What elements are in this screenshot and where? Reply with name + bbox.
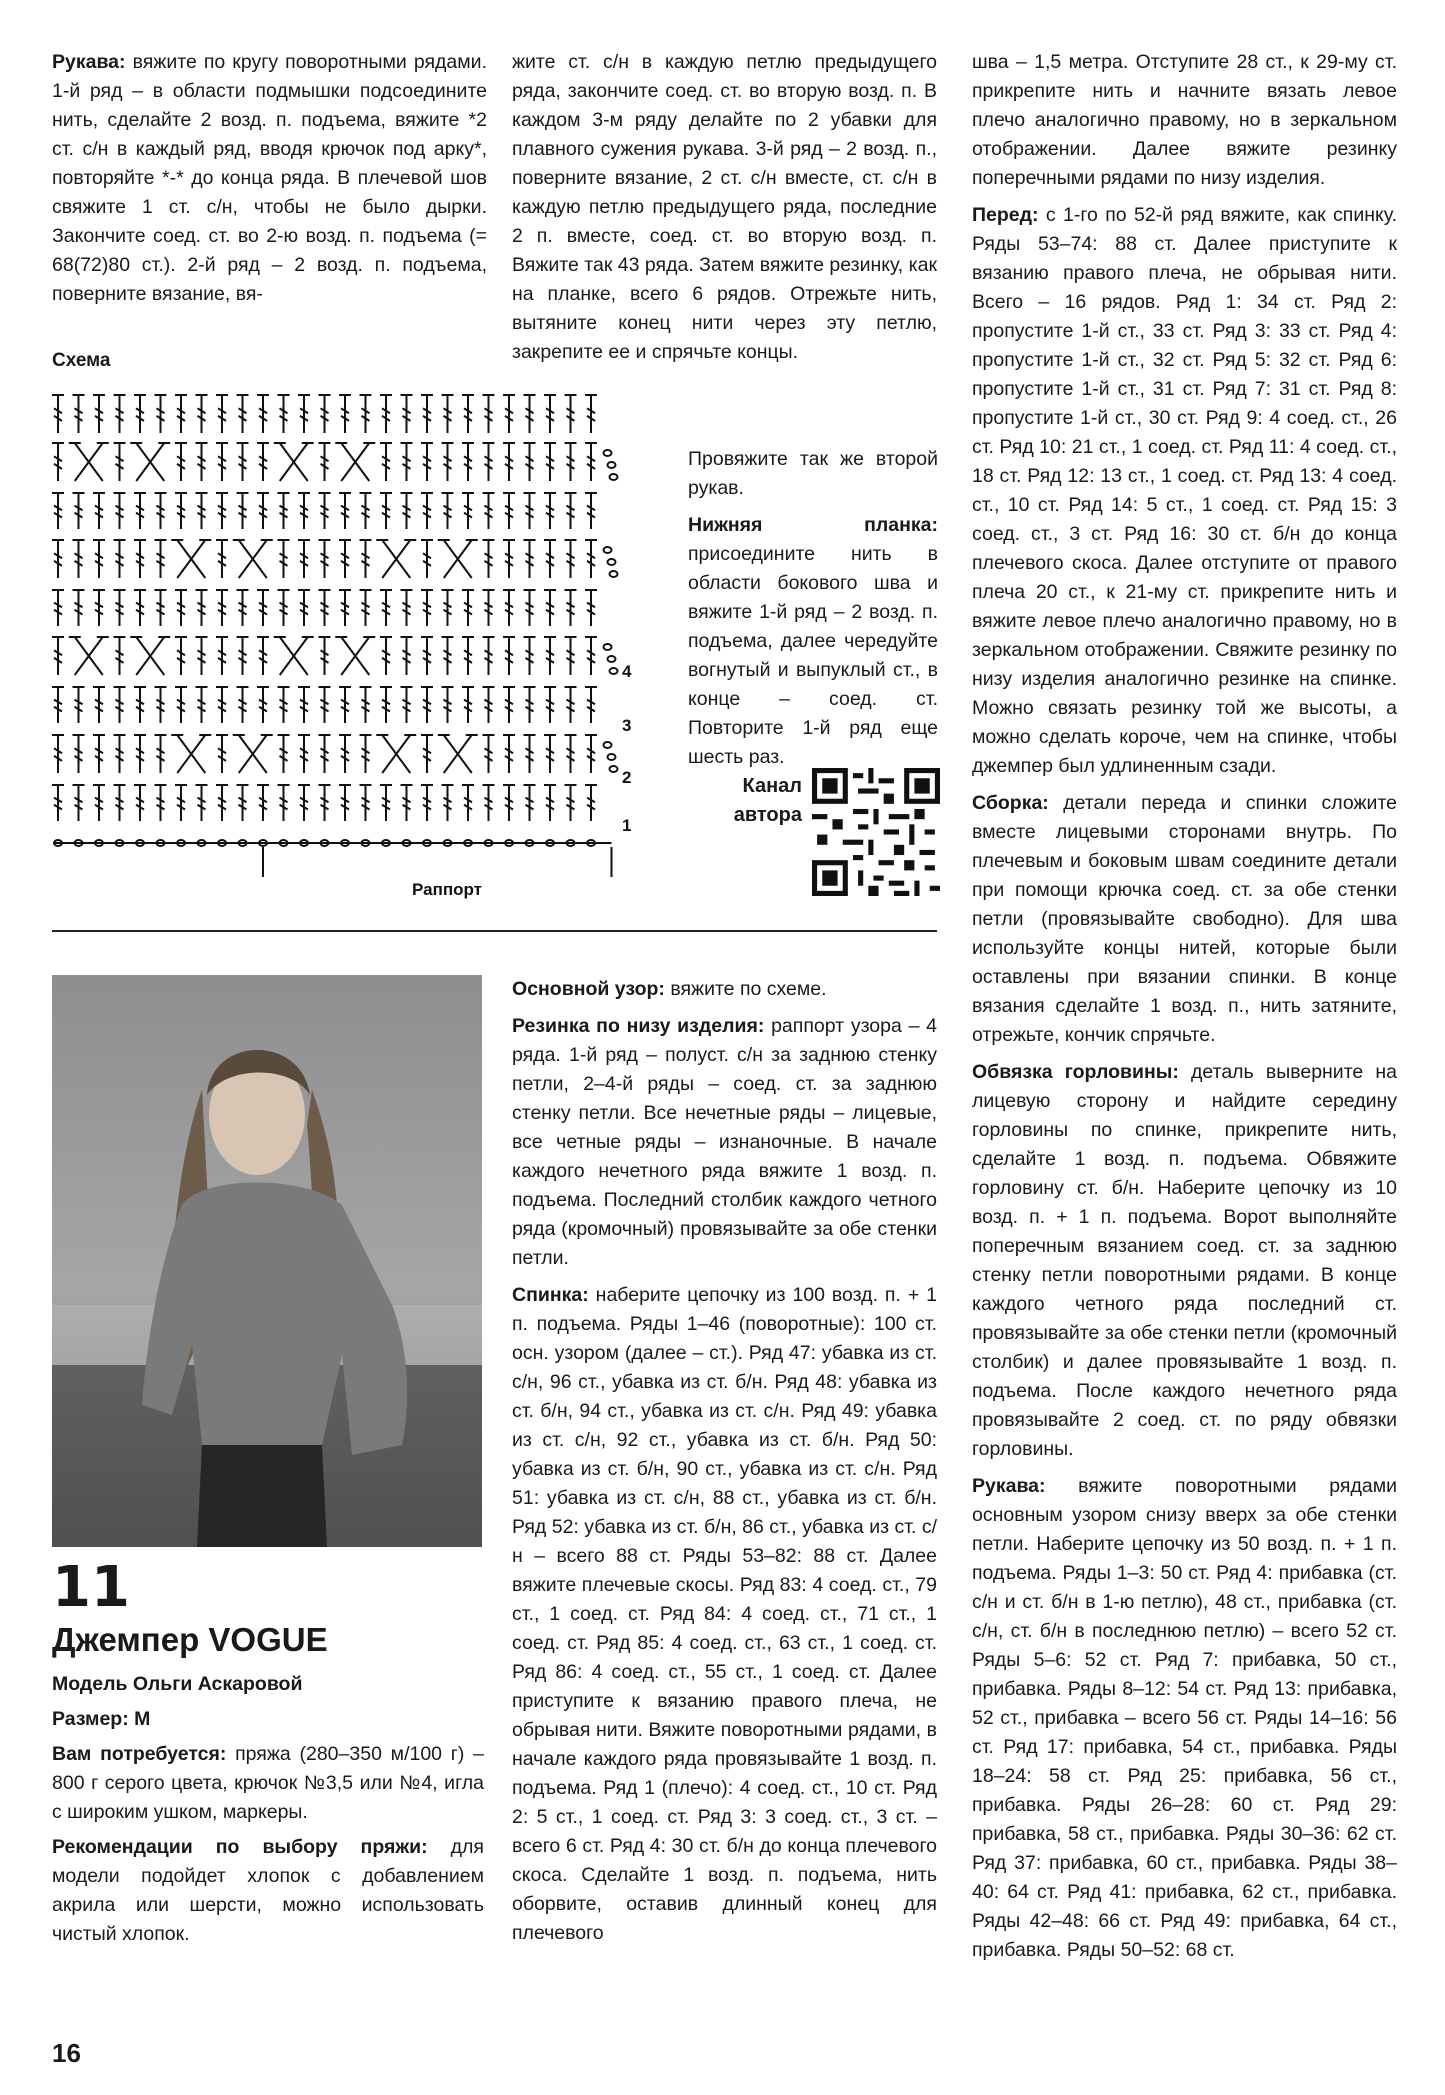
rib-text: раппорт узора – 4 ряда. 1-й ряд – полуст. с/н за заднюю стенку петли, 2–4-й ряды – соед. ст. за заднюю стенку петли. Все нечетные ряды – лицевые, все четные ряды – изнаночные. В начале каждого нечетного ряда вяжите 1 возд. п. подъема. Последний столбик каждого четного ряда (кромочный) провязывайте за обе стенки петли. — [512, 1015, 938, 1269]
qr-label: Канал автора — [733, 775, 802, 826]
assembly-label: Сборка: — [972, 792, 1049, 814]
model-title: Джемпер VOGUE — [52, 1621, 328, 1658]
model-author: Модель Ольги Аскаровой — [52, 1673, 303, 1695]
materials-label: Вам потребуется: — [52, 1743, 227, 1765]
neckline-label: Обвязка горловины: — [972, 1061, 1179, 1083]
front-text: с 1-го по 52-й ряд вяжите, как спинку. Ряды 53–74: 88 ст. Далее приступите к вязанию правого плеча, не обрывая нити. Всего – 16 рядов. Ряд 1: 34 ст. Ряд 2: пропустите 1-й ст., 33 ст. Ряд 3: 33 ст. Ряд 4: пропустите 1-й ст., 32 ст. Ряд 5: 32 ст. Ряд 6: пропустите 1-й ст., 31 ст. Ряд 7: 31 ст. Ряд 8: пропустите 1-й ст., 30 ст. Ряд 9: 4 соед. ст., 26 ст. Ряд 10: 21 ст., 1 соед. ст. Ряд 11: 4 соед. ст., 18 ст. Ряд 12: 13 ст., 1 соед. ст. Ряд 13: 4 соед. ст., 10 ст. Ряд 14: 5 ст., 1 соед. ст. Ряд 15: 3 соед. ст., 3 ст. Ряд 16: 30 ст. б/н до конца плечевого скоса. Далее отступите от правого плеча 20 ст., к 21-му ст. прикрепите нить и вяжите левое плечо аналогично правому, но в зеркальном отображении. Свяжите резинку по низу изделия аналогично резинке на спинке. Можно связать резинку той же высоты, а можно сделать короче, чем на спинке, чтобы джемпер был удлиненным сзади. — [972, 204, 1397, 777]
page-number: 16 — [52, 2038, 81, 2068]
shoulder-continued-text: шва – 1,5 метра. Отступите 28 ст., к 29-му ст. прикрепите нить и начните вязать левое плечо аналогично правому, но в зеркальном отображении. Далее вяжите резинку поперечными рядами по низу изделия. — [972, 51, 1397, 189]
back-label: Спинка: — [512, 1284, 589, 1306]
sleeves-continued-text: жите ст. с/н в каждую петлю предыдущего ряда, закончите соед. ст. во вторую возд. п. В каждом 3-м ряду делайте по 2 убавки для плавного сужения рукава. 3-й ряд – 2 возд. п., поверните вязание, 2 ст. с/н вместе, ст. с/н в каждую петлю предыдущего ряда, последние 2 п. вместе, соед. ст. во вторую возд. п. Вяжите так 43 ряда. Затем вяжите резинку, как на планке, всего 6 рядов. Отрежьте нить, вытяните конец нити через эту петлю, закрепите ее и спрячьте концы. — [512, 51, 937, 363]
second-sleeve-text: Провяжите так же второй рукав. — [688, 448, 938, 499]
main-pattern-text: вяжите по схеме. — [670, 978, 827, 1000]
scheme-title: Схема — [52, 350, 111, 371]
sleeves2-label: Рукава: — [972, 1475, 1046, 1497]
model-photo — [52, 975, 482, 1547]
main-pattern-label: Основной узор: — [512, 978, 665, 1000]
model-info — [52, 1670, 484, 1949]
sleeves2-text: вяжите поворотными рядами основным узором снизу вверх за обе стенки петли. Наберите цепочку из 50 возд. п. + 1 п. подъема. Ряды 1–3: 50 ст. Ряд 4: прибавка (ст. с/н и ст. б/н в 1-ю петлю), 48 ст., прибавка (ст. с/н, ст. б/н в последнюю петлю) – всего 52 ст. Ряды 5–6: 52 ст. Ряд 7: прибавка, 50 ст., прибавка. Ряды 8–12: 54 ст. Ряд 13: прибавка, 52 ст., прибавка – всего 56 ст. Ряды 14–16: 56 ст. Ряд 17: прибавка, 54 ст., прибавка. Ряды 18–24: 58 ст. Ряд 25: прибавка, 56 ст., прибавка. Ряды 26–28: 60 ст. Ряд 29: прибавка, 58 ст., прибавка. Ряды 30–36: 62 ст. Ряд 37: прибавка, 60 ст., прибавка. Ряды 38–40: 64 ст. Ряд 41: прибавка, 62 ст., прибавка. Ряды 42–48: 66 ст. Ряд 49: прибавка, 64 ст., прибавка. Ряды 50–52: 68 ст. — [972, 1475, 1398, 1961]
top-middle-narrow — [688, 445, 938, 780]
sleeves-text: вяжите по кругу поворотными рядами. 1-й ряд – в области подмышки подсоедините нить, сделайте 2 возд. п. подъема, вяжите *2 ст. с/н в каждый ряд, вводя крючок под арку*, повторяйте *-* до конца ряда. В плечевой шов свяжите 1 ст. с/н, чтобы не было дырки. Закончите соед. ст. во 2-ю возд. п. подъема (= 68(72)80 ст.). 2-й ряд – 2 возд. п. подъема, поверните вязание, вя- — [52, 51, 487, 305]
materials-text: пряжа (280–350 м/100 г) – 800 г серого цвета, крючок №3,5 или №4, игла с широким ушком, маркеры. — [52, 1743, 484, 1823]
qr-code[interactable] — [812, 768, 940, 896]
bottom-band-text: присоедините нить в области бокового шва и вяжите 1-й ряд – 2 возд. п. подъема, далее чередуйте вогнутый и выпуклый ст., в конце – соед. ст. Повторите 1-й ряд еще шесть раз. — [688, 543, 938, 768]
top-left-column — [52, 48, 487, 317]
section-divider — [52, 930, 937, 932]
sleeves-label: Рукава: — [52, 51, 126, 73]
front-label: Перед: — [972, 204, 1039, 226]
yarn-advice-label: Рекомендации по выбору пряжи: — [52, 1836, 428, 1858]
row-number-2: 2 — [622, 768, 632, 787]
crochet-scheme — [52, 385, 642, 905]
neckline-text: деталь выверните на лицевую сторону и найдите середину горловины по спинке, прикрепите нить, сделайте 1 возд. п. подъема. Обвяжите горловину ст. б/н. Наберите цепочку из 10 возд. п. + 1 п. подъема. Ворот выполняйте поперечным вязанием соед. ст. за заднюю стенку петли поворотными рядами. В конце каждого четного ряда последний ст. провязывайте за обе стенки петли (кромочный столбик) и далее провязывайте 1 возд. п. подъема. После каждого нечетного ряда провязывайте 2 соед. ст. по ряду обвязки горловины. — [972, 1061, 1397, 1460]
model-size: Размер: М — [52, 1708, 151, 1730]
back-text: наберите цепочку из 100 возд. п. + 1 п. подъема. Ряды 1–46 (поворотные): 100 ст. осн. узором (далее – ст.). Ряд 47: убавка из ст. с/н, 96 ст., убавка из ст. б/н. Ряд 48: убавка из ст. б/н, 94 ст., убавка из ст. с/н. Ряд 49: убавка из ст. с/н, 92 ст., убавка из ст. б/н. Ряд 50: убавка из ст. б/н, 90 ст., убавка из ст. с/н. Ряд 51: убавка из ст. с/н, 88 ст., убавка из ст. б/н. Ряд 52: убавка из ст. б/н, 86 ст., убавка из ст. с/н – всего 88 ст. Ряды 53–82: 88 ст. Далее вяжите плечевые скосы. Ряд 83: 4 соед. ст., 79 ст., 1 соед. ст. Ряд 84: 4 соед. ст., 71 ст., 1 соед. ст. Ряд 85: 4 соед. ст., 63 ст., 1 соед. ст. Ряд 86: 4 соед. ст., 55 ст., 1 соед. ст. Далее приступите к вязанию правого плеча, не обрывая нити. Вяжите поворотными рядами, в начале каждого ряда провязывайте 1 возд. п. подъема. Ряд 1 (плечо): 4 соед. ст., 10 ст. Ряд 2: 5 ст., 1 соед. ст. Ряд 3: 3 соед. ст., 3 ст. – всего 6 ст. Ряд 4: 30 ст. б/н до конца плечевого скоса. Сделайте 1 возд. п. подъема, нить оборвите, оставив длинный конец для плечевого — [512, 1284, 937, 1944]
rapport-label: Раппорт — [412, 880, 482, 899]
model-number: 11 — [52, 1555, 130, 1620]
row-number-4: 4 — [622, 662, 632, 681]
assembly-text: детали переда и спинки сложите вместе лицевыми сторонами внутрь. По плечевым и боковым швам соедините детали при помощи крючка соед. ст. за обе стенки петли (провязывайте свободно). Для шва используйте концы нитей, которые были оставлены при вязании спинки. В конце вязания сделайте 1 возд. п., нить затяните, отрежьте, кончик спрячьте. — [972, 792, 1398, 1046]
row-number-1: 1 — [622, 816, 632, 835]
bottom-band-label: Нижняя планка: — [688, 514, 938, 536]
middle-column — [512, 975, 937, 1956]
yarn-advice-text: для модели подойдет хлопок с добавлением акрила или шерсти, можно использовать чистый хлопок. — [52, 1836, 484, 1945]
top-middle-column — [512, 48, 937, 375]
rib-label: Резинка по низу изделия: — [512, 1015, 765, 1037]
row-number-3: 3 — [622, 716, 632, 735]
right-column — [972, 48, 1397, 1973]
